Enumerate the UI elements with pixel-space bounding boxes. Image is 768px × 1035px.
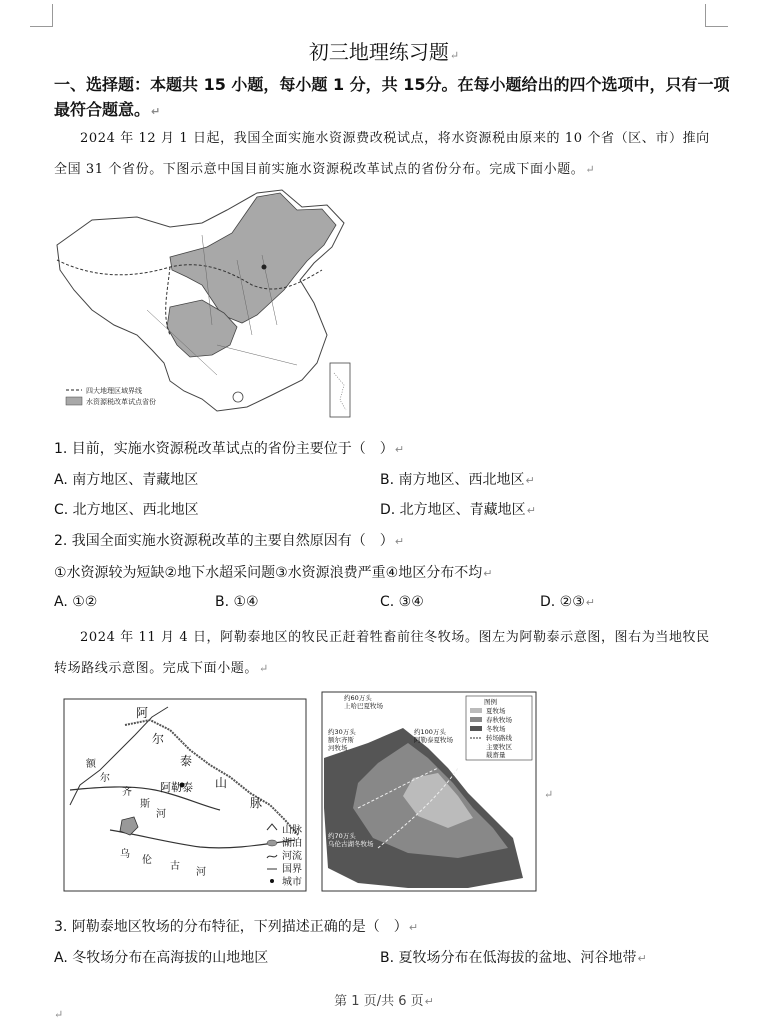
q2-stem: 2. 我国全面实施水资源税改革的主要自然原因有（ ）↵ [54,533,405,549]
legend-border: 国界 [282,864,302,875]
svg-text:河: 河 [156,809,166,820]
svg-text:载畜量: 载畜量 [486,751,506,759]
svg-text:额: 额 [86,759,96,770]
q1-stem: 1. 目前，实施水资源税改革试点的省份主要位于（ ）↵ [54,441,405,457]
legend-boundary: 四大地理区域界线 [86,387,142,395]
svg-text:约60万头: 约60万头 [344,694,372,702]
page-title: 初三地理练习题↵ [308,40,460,64]
svg-text:斯: 斯 [140,799,150,810]
svg-text:上哈巴夏牧场: 上哈巴夏牧场 [344,702,383,710]
svg-text:齐: 齐 [122,787,132,798]
svg-text:约70万头: 约70万头 [328,832,356,840]
crop-mark-top-right [705,4,728,27]
svg-text:乌: 乌 [120,849,130,860]
crop-mark-top-left [30,4,53,27]
legend-pilot: 水资源税改革试点省份 [86,398,156,406]
svg-text:尔: 尔 [152,732,165,746]
q1-option-c: C. 北方地区、西北地区 [54,502,199,518]
svg-text:河牧场: 河牧场 [328,744,348,752]
intro1-line2: 全国 31 个省份。下图示意中国目前实施水资源税改革试点的省份分布。完成下面小题。↵ [54,162,596,177]
svg-text:冬牧场: 冬牧场 [486,725,506,733]
legend-lake: 湖泊 [282,838,302,849]
svg-text:阿勒泰: 阿勒泰 [160,781,193,794]
svg-text:约30万头: 约30万头 [328,728,356,736]
q2-option-c: C. ③④ [380,594,424,610]
svg-text:伦: 伦 [142,855,152,866]
q1-option-a: A. 南方地区、青藏地区 [54,472,199,488]
china-pilot-map [52,185,352,430]
svg-text:尔: 尔 [100,773,110,784]
svg-text:夏牧场: 夏牧场 [486,707,506,715]
svg-text:阿勒泰夏牧场: 阿勒泰夏牧场 [414,736,453,744]
q2-option-d: D. ②③↵ [540,594,596,610]
intro2-line1: 2024 年 11 月 4 日，阿勒泰地区的牧民正赶着牲畜前往冬牧场。图左为阿勒泰示意图，图右为当地牧民 [80,630,710,645]
page-footer: 第 1 页/共 6 页↵ [334,994,434,1009]
svg-text:阿: 阿 [136,706,149,720]
svg-text:泰: 泰 [180,754,193,768]
svg-text:山: 山 [215,776,228,790]
svg-text:主要牧区: 主要牧区 [486,743,512,751]
q1-option-d: D. 北方地区、青藏地区↵ [380,502,536,518]
q1-option-b: B. 南方地区、西北地区↵ [380,472,535,488]
svg-text:额尔齐斯: 额尔齐斯 [328,736,354,744]
section-heading-line1: 一、选择题：本题共 15 小题，每小题 1 分，共 15分。在每小题给出的四个选项中，只有一项 [54,75,730,94]
legend-city: 城市 [282,877,302,888]
q2-items: ①水资源较为短缺②地下水超采问题③水资源浪费严重④地区分布不均↵ [54,565,493,581]
q2-option-a: A. ①② [54,594,98,610]
svg-text:约100万头: 约100万头 [414,728,446,736]
legend-mountain: 山脉 [282,825,302,836]
herding-route-map [318,688,540,895]
q2-option-b: B. ①④ [215,594,259,610]
legend-title: 图例 [484,698,497,706]
intro1-line1: 2024 年 12 月 1 日起，我国全面实施水资源费改税试点，将水资源税由原来的 10 个省（区、市）推向 [80,131,710,146]
intro2-line2: 转场路线示意图。完成下面小题。↵ [54,661,269,676]
end-mark: ↵ [54,1008,64,1021]
q3-option-b: B. 夏牧场分布在低海拔的盆地、河谷地带↵ [380,950,647,966]
svg-text:转场路线: 转场路线 [486,734,512,742]
svg-text:河: 河 [196,867,206,878]
svg-text:乌伦古湖冬牧场: 乌伦古湖冬牧场 [328,840,374,848]
svg-text:古: 古 [170,861,180,872]
section-heading-line2: 最符合题意。↵ [54,100,161,119]
svg-text:春秋牧场: 春秋牧场 [486,716,512,724]
legend-river: 河流 [282,851,302,862]
q3-option-a: A. 冬牧场分布在高海拔的山地地区 [54,950,269,966]
q3-stem: 3. 阿勒泰地区牧场的分布特征，下列描述正确的是（ ）↵ [54,919,419,935]
svg-text:脉: 脉 [250,796,263,810]
altay-schematic-map [60,695,310,895]
paragraph-mark: ↵ [544,788,554,801]
